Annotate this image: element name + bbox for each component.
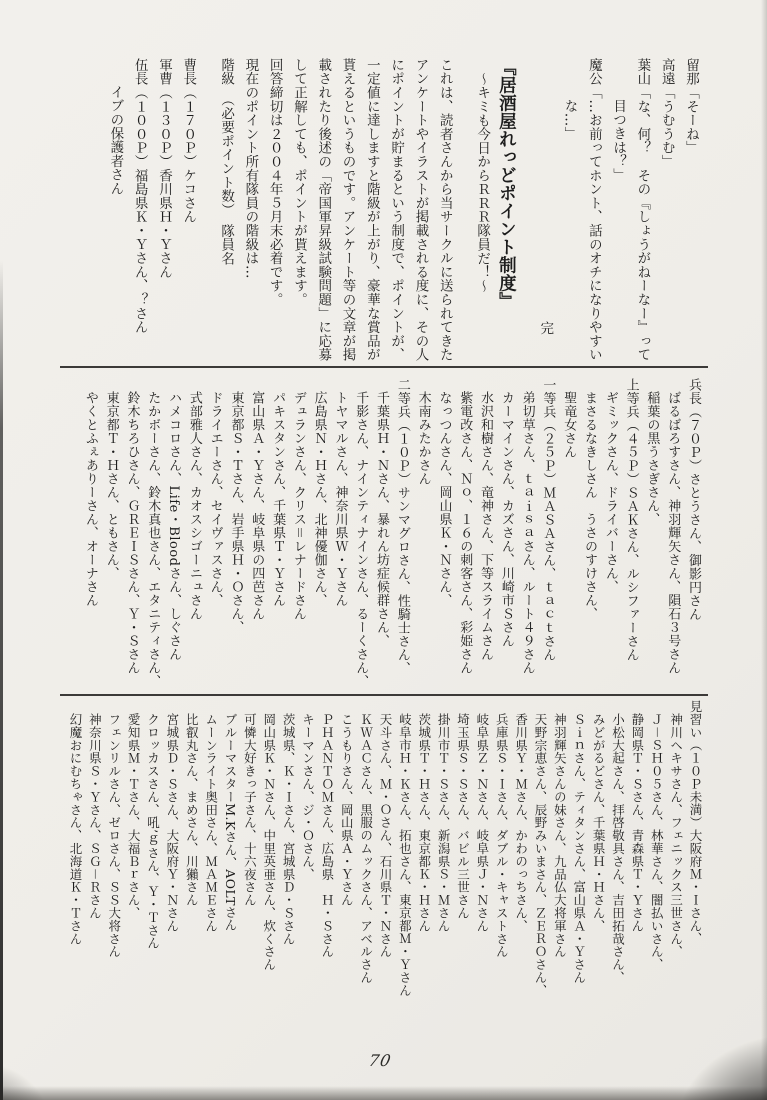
dialogue-line: 目つきは？」: [610, 98, 627, 182]
scan-edge-bottom: [0, 1086, 767, 1100]
spacer: [519, 58, 533, 370]
roster-line: フェンリルさん、ゼロさん、ＳＳ大将さん: [106, 712, 122, 958]
body-line: 貰えるというものです。アンケート等の文章が掲: [339, 58, 356, 362]
roster-line: 式部雅人さん、カオスシゴーニュさん: [186, 391, 202, 621]
body-line: これは、読者さんから当サークルに送られてきた: [436, 58, 453, 362]
dialogue-line: 魔公「…お前ってホント、話のオチになりやすい: [585, 58, 602, 362]
roster-line: 茨城県Ｔ・Ｈさん、東京都Ｋ・Ｈさん: [416, 712, 432, 932]
body-line: アンケートやイラストが掲載される度に、その人: [412, 58, 429, 362]
roster-line: 天斗さん、Ｍ・Ｏさん、石川県Ｔ・Ｎさん: [378, 712, 393, 958]
roster-line: ブルーマスターM.Kさん、AOLTさん: [223, 712, 238, 932]
body-line: にポイントが貯まるという制度で、ポイントが、: [388, 58, 405, 362]
roster-line: 愛知県Ｍ・Ｔさん、大福Ｂｒさん、: [126, 712, 142, 919]
roster-line: Ｊ－ＳＨ０５さん、林華さん、闇払いさん、: [649, 712, 665, 971]
roster-line: デュランさん、クリス＝レナードさん: [290, 391, 306, 621]
roster-line: 茨城県、Ｋ・Ｉさん、宮城県Ｄ・Ｓさん: [281, 712, 297, 945]
roster-line: 幻魔おにむちゃさん、北海道Ｋ・Ｔさん: [68, 712, 83, 945]
roster-line: 紫電改さん、Ｎｏ、１６の刺客さん、彩姫さん: [457, 391, 473, 675]
roster-line: 神川ヘキサさん、フェニックス三世さん、: [668, 712, 684, 958]
roster-line: 神奈川県Ｓ・Ｙさん、ＳＧ－Ｒさん: [87, 712, 103, 919]
end-mark: 完: [537, 321, 554, 336]
roster-header: 階級 （必要ポイント数） 隊員名: [218, 58, 235, 266]
body-line: 載されたり後述の「帝国軍昇級試験問題」に応募: [315, 58, 332, 362]
roster-line: ハメコロさん、Life・Bloodさん、しぐさん: [166, 391, 182, 661]
rank-line: 軍曹（１３０Ｐ）香川県Ｈ・Ｙさん: [155, 58, 172, 279]
roster-line: 岐阜市Ｈ・Ｋさん、拓也さん、東京都Ｍ・Ｙさん: [397, 712, 413, 997]
roster-line: 小松大起さん、拝啓敬具さん、吉田拓哉さん、: [610, 712, 626, 984]
body-line: して正解しても、ポイントが貰えます。: [290, 58, 307, 307]
roster-line: 埼玉県Ｓ・Ｓさん、バビル三世さん: [455, 712, 471, 919]
roster-line: 比叡丸さん、まめさん、川獺さん: [184, 712, 200, 906]
rank-roster-upper-section: [79, 378, 703, 692]
page-subtitle: ～キミも今日からＲＲＲ隊員だ！～: [474, 71, 491, 293]
scan-corner-shadow-left: [0, 1062, 50, 1100]
rank-line: 上等兵（４５Ｐ）ＳＡＫさん、ルシファーさん: [623, 378, 639, 662]
page-title: 『居酒屋れっどポイント制度』: [496, 58, 517, 310]
rank-roster-trainee-section: [66, 700, 705, 1050]
roster-line: 木南みたかさん: [415, 391, 431, 486]
roster-line: 東京都Ｔ・Ｈさん、ともさん、: [103, 391, 119, 580]
roster-line: 掛川市Ｔ・Ｓさん、新潟県Ｓ・Ｍさん: [436, 712, 452, 932]
roster-line: カーマインさん、カズさん、川崎市Ｓさん: [498, 391, 514, 648]
body-line: 一定値に達しますと階級が上がり、豪華な賞品が: [363, 58, 380, 362]
roster-line: 東京都Ｓ・Ｔさん、岩手県Ｈ・Ｏさん、: [228, 391, 244, 634]
roster-line: なっつんさん、岡山県Ｋ・Ｎさん、: [436, 391, 452, 607]
roster-line: Ｓｉｎさん、ティタンさん、富山県Ａ・Ｙさん: [571, 712, 587, 984]
rank-line: 兵長（７０Ｐ）さとうさん、御影円さん: [686, 378, 701, 621]
rank-line: 曹長（１７０Ｐ）ケコさん: [180, 58, 197, 224]
dialogue-line: 葉山「な、何？ その『しょうがねーなー』って: [634, 58, 651, 362]
roster-line: ギミックさん、ドライバーさん、: [602, 391, 618, 594]
dialogue-line: 留那「そーね」: [683, 58, 699, 155]
roster-line: ドライエーさん、セイヴァスさん、: [207, 391, 223, 607]
roster-line: 天野宗恵さん、辰野みいまさん、ＺＥＲＯさん、: [533, 712, 548, 997]
roster-line: 富山県Ａ・Ｙさん、岐阜県の四芭さん: [249, 391, 265, 621]
roster-line: クロッカスさん、吼’ｇさん、Ｙ・Ｔさん: [145, 712, 161, 950]
roster-line: 岡山県Ｋ・Ｎさん、中里英亜さん、炊くさん: [261, 712, 277, 971]
roster-line: 岐阜県Ｚ・Ｎさん、岐阜県Ｊ・Ｎさん: [474, 712, 490, 932]
scan-edge-left: [0, 260, 3, 1100]
epilogue-and-point-system-section: [103, 58, 703, 370]
spacer: [200, 58, 214, 370]
roster-line: ムーンライト奥田さん、ＭＡＭＥさん: [203, 712, 219, 932]
roster-line: ＫＷＡＣさん、黒服のムックさん、アベルさん: [358, 712, 374, 984]
roster-line: 広島県Ｎ・Ｈさん、北神優伽さん、: [311, 391, 327, 607]
rank-line: 一等兵（２５Ｐ）ＭＡＳＡさん、ｔａｃｔさん: [540, 378, 556, 662]
roster-line: 千葉県Ｈ・Ｎさん、暴れん坊症候群さん、: [374, 391, 390, 648]
roster-line: 鈴木ちろひさん、ＧＲＥＩＳさん、Ｙ・Ｓさん: [124, 391, 140, 675]
dialogue-line: な…」: [561, 98, 578, 140]
body-line: 回答締切は２００４年５月末必着です。: [266, 58, 283, 307]
roster-line: 香川県Ｙ・Ｍさん、かわのっちさん、: [513, 712, 529, 932]
page-number: 70: [367, 1051, 394, 1070]
roster-line: たかボーさん、鈴木真也さん、エタニティさん、: [145, 391, 161, 688]
roster-line: 千影さん、ナインティナインさん、るーくさん、: [353, 391, 369, 688]
divider-line: [60, 694, 708, 696]
rank-line: 二等兵（１０Ｐ）サンマグロさん、性騎士さん、: [394, 378, 410, 675]
rank-line: 伍長（１００Ｐ）福島県Ｋ・Ｙさん、？さん: [131, 58, 148, 334]
roster-line: 水沢和樹さん、竜神さん、下等スライムさん: [478, 391, 494, 661]
rank-line: イブの保護者さん: [107, 85, 124, 196]
roster-line: ＰＨＡＮＴＯＭさん、広島県 Ｈ・Ｓさん: [319, 712, 335, 958]
roster-line: 稲葉の黒うさぎさん、: [644, 391, 660, 526]
roster-line: ばるばろすさん、神羽輝矢さん、隕石３号さん: [665, 391, 681, 675]
roster-line: 宮城県Ｄ・Ｓさん、大阪府Ｙ・Ｎさん: [164, 712, 180, 932]
roster-line: パキスタンさん、千葉県Ｔ・Ｙさん: [270, 391, 286, 607]
divider-line: [60, 366, 708, 368]
roster-line: 可憐大好きっ子さん、十六夜さん: [242, 712, 258, 906]
roster-line: やくとふぇありーさん、オーナさん: [82, 391, 98, 607]
scan-edge-right: [761, 0, 767, 1100]
roster-line: 弟切草さん、ｔａｉｓａさん、ルート４９さん: [519, 391, 535, 675]
roster-line: こうもりさん、岡山県Ａ・Ｙさん: [339, 712, 355, 906]
roster-line: 神羽輝矢さんの妹さん、九品仏大将軍さん: [552, 712, 568, 958]
roster-line: キーマンさん、ジ・Ｏさん、: [300, 712, 316, 881]
roster-line: トヤマルさん、神奈川県Ｗ・Ｙさん: [332, 391, 348, 607]
rank-line: 見習い（１０Ｐ未満）大阪府Ｍ・Ｉさん、: [688, 700, 703, 946]
roster-line: 聖竜女さん: [561, 391, 577, 459]
roster-line: みどがるどさん、千葉県Ｈ・Ｈさん、: [591, 712, 607, 932]
roster-line: 静岡県Ｔ・Ｓさん、青森県Ｔ・Ｙさん: [629, 712, 645, 932]
scan-corner-shadow-right: [675, 1033, 767, 1100]
dialogue-line: 高遠「うむうむ」: [658, 58, 675, 169]
spacer: [457, 58, 471, 370]
body-line: 現在のポイント所有隊員の階級は…: [242, 58, 259, 279]
roster-line: 兵庫県Ｓ・Ｉさん、ダブル・キャストさん: [494, 712, 510, 958]
roster-line: まさるなきしさん うさのすけさん、: [582, 391, 598, 621]
